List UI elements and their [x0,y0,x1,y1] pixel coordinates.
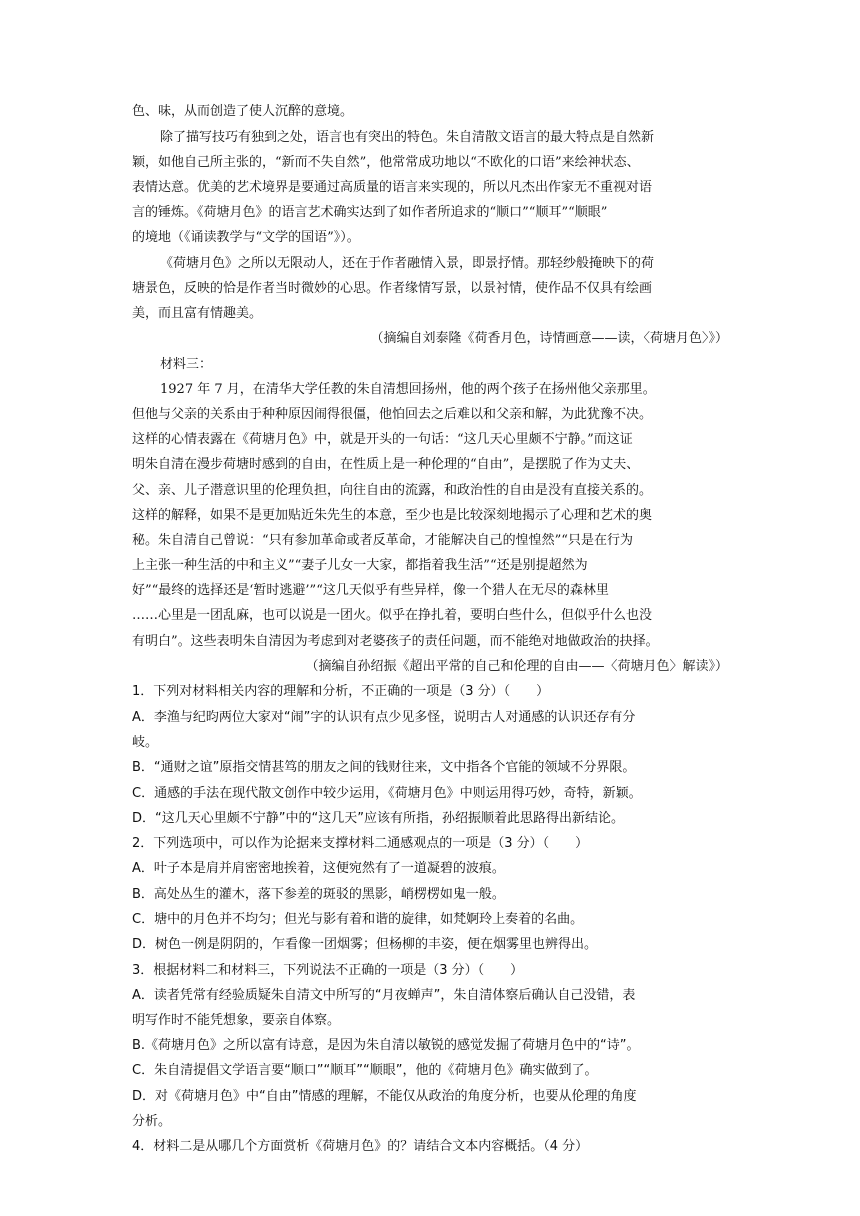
passage-line: 色、味，从而创造了使人沉醉的意境。 [132,104,354,119]
passage-line: 美，而且富有情趣美。 [132,306,263,321]
passage-line: 表情达意。优美的艺术境界是要通过高质量的语言来实现的，所以凡杰出作家无不重视对语 [132,180,653,195]
section-heading: 材料三： [160,357,213,372]
passage-line: 的境地（《诵读教学与“文学的国语”》）。 [132,230,360,245]
passage-line: 这样的解释，如果不是更加贴近朱先生的本意，至少也是比较深刻地揭示了心理和艺术的奥 [132,508,653,523]
passage-line: 言的锤炼。《荷塘月色》的语言艺术确实达到了如作者所追求的“顺口”“顺耳”“顺眼” [132,205,608,220]
question-option: C．通感的手法在现代散文创作中较少运用，《荷塘月色》中则运用得巧妙，奇特，新颖。 [132,786,642,801]
question-stem: 3．根据材料二和材料三，下列说法不正确的一项是（3 分）（ ） [132,963,524,978]
question-option: B．高处丛生的灌木，落下参差的斑驳的黑影，峭楞楞如鬼一般。 [132,887,505,902]
passage-line: 好”“最终的选择还是‘暂时逃避’”“这几天似乎有些异样，像一个猎人在无尽的森林里 [132,583,609,598]
passage-line: ……心里是一团乱麻，也可以说是一团火。似乎在挣扎着，要明白些什么，但似乎什么也没 [132,608,653,623]
question-option: D．树色一例是阴阴的，乍看像一团烟雾；但杨柳的丰姿，便在烟雾里也辨得出。 [132,937,598,952]
source-citation: （摘编自孙绍振《超出平常的自己和伦理的自由——〈荷塘月色〉解读》） [305,659,728,674]
question-option: C．朱自清提倡文学语言要“顺口”“顺耳”“顺眼”，他的《荷塘月色》确实做到了。 [132,1063,598,1078]
question-stem: 4．材料二是从哪几个方面赏析《荷塘月色》的？请结合文本内容概括。（4 分） [132,1139,589,1154]
passage-line: 这样的心情表露在《荷塘月色》中，就是开头的一句话：“这几天心里颇不宁静。”而这证 [132,432,633,447]
question-option: D．“这几天心里颇不宁静”中的“这几天”应该有所指，孙绍振顺着此思路得出新结论。 [132,811,624,826]
passage-line: 塘景色，反映的恰是作者当时微妙的心思。作者缘情写景，以景衬情，使作品不仅具有绘画 [132,281,653,296]
question-option: D．对《荷塘月色》中“自由”情感的理解，不能仅从政治的角度分析，也要从伦理的角度 [132,1089,637,1104]
passage-line: 秘。朱自清自己曾说：“只有参加革命或者反革命，才能解决自己的惶惶然”“只是在行为 [132,533,633,548]
question-option: C．塘中的月色并不均匀；但光与影有着和谐的旋律，如梵婀玲上奏着的名曲。 [132,912,584,927]
passage-line: 除了描写技巧有独到之处，语言也有突出的特色。朱自清散文语言的最大特点是自然新 [160,130,655,145]
question-option: A．叶子本是肩并肩密密地挨着，这便宛然有了一道凝碧的波痕。 [132,861,505,876]
question-option: A．读者凭常有经验质疑朱自清文中所写的“月夜蝉声”，朱自清体察后确认自己没错，表 [132,988,636,1003]
question-option: 明写作时不能凭想象，要亲自体察。 [132,1013,341,1028]
passage-line: 有明白”。这些表明朱自清因为考虑到对老婆孩子的责任问题，而不能绝对地做政治的抉择。 [132,634,659,649]
passage-line: 1927 年 7 月，在清华大学任教的朱自清想回扬州，他的两个孩子在扬州他父亲那里。 [160,382,656,397]
question-option: 岐。 [132,735,159,750]
question-stem: 1．下列对材料相关内容的理解和分析，不正确的一项是（3 分）（ ） [132,684,550,699]
passage-line: 明朱自清在漫步荷塘时感到的自由，在性质上是一种伦理的“自由”，是摆脱了作为丈夫、 [132,457,640,472]
question-option: B.《荷塘月色》之所以富有诗意，是因为朱自清以敏锐的感觉发掘了荷塘月色中的“诗”。 [132,1038,640,1053]
question-option: B．“通财之谊”原指交情甚笃的朋友之间的钱财往来，文中指各个官能的领域不分界限。 [132,760,636,775]
passage-line: 父、亲、儿子潜意识里的伦理负担，向往自由的流露，和政治性的自由是没有直接关系的。 [132,483,653,498]
question-option: 分析。 [132,1114,172,1129]
source-citation: （摘编自刘泰隆《荷香月色，诗情画意——读，〈荷塘月色〉》） [370,331,728,346]
question-stem: 2．下列选项中，可以作为论据来支撑材料二通感观点的一项是（3 分）（ ） [132,836,589,851]
passage-line: 上主张一种生活的中和主义”“妻子儿女一大家，都指着我生活”“还是别提超然为 [132,558,588,573]
passage-line: 颖，如他自己所主张的，“新而不失自然”，他常常成功地以“不欧化的口语”来绘神状态、 [132,155,640,170]
passage-line: 《荷塘月色》之所以无限动人，还在于作者融情入景，即景抒情。那轻纱般掩映下的荷 [160,256,655,271]
passage-line: 但他与父亲的关系由于种种原因闹得很僵，他怕回去之后难以和父亲和解，为此犹豫不决。 [132,407,653,422]
question-option: A．李渔与纪昀两位大家对“闹”字的认识有点少见多怪，说明古人对通感的认识还存有分 [132,710,636,725]
